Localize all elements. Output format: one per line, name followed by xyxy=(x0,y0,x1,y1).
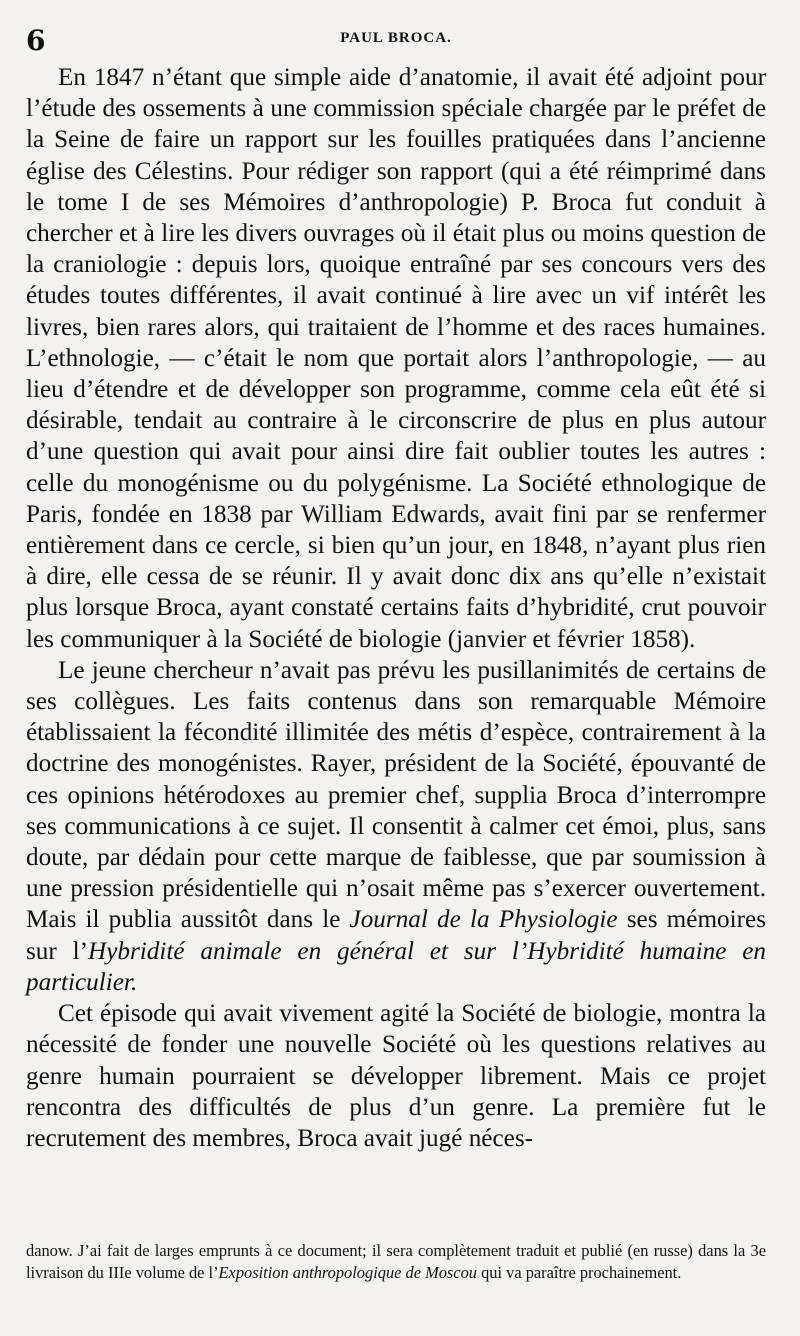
paragraph-text: ses mémoires sur l’ xyxy=(26,906,767,965)
page-number: 6 xyxy=(26,24,46,57)
memoir-title: Hybridité animale en général et sur l’Hybridité humaine en particulier. xyxy=(26,937,767,996)
footnote-separator xyxy=(26,1222,766,1223)
paragraph-text: En 1847 n’étant que simple aide d’anatomie, il avait été adjoint pour l’étude des ossements à une commission spéciale chargée par le préfet de la Seine de faire un rapport sur les fouilles pratiquées dans l’ancienne église des Célestins. Pour rédiger son rapport (qui a été réimprimé dans le tome I de ses Mémoires d’anthropologie) P. Broca fut conduit à chercher et à lire les divers ouvrages où il était plus ou moins question de la craniologie : depuis lors, quoique entraîné par ses concours vers des études toutes différentes, il avait continué à lire avec un vif intérêt les livres, bien rares alors, qui traitaient de l’homme et des races humaines. L’ethnologie, — c’était le nom que portait alors l’anthropologie, — au lieu d’étendre et de développer son programme, comme cela eût été si désirable, tendait au contraire à le circonscrire de plus en plus autour d’une question qui avait pour ainsi dire fait oublier toutes les autres : celle du monogénisme ou du polygénisme. La Société ethnologique de Paris, fondée en 1838 par William Edwards, avait fini par se renfermer entièrement dans ce cercle, si bien qu’un jour, en 1848, n’ayant plus rien à dire, elle cessa de se réunir. Il y avait donc dix ans qu’elle n’existait plus lorsque Broca, ayant constaté certains faits d’hybridité, crut pouvoir les communiquer à la Société de biologie (janvier et février 1858). xyxy=(26,64,766,653)
running-head: PAUL BROCA. xyxy=(340,30,452,46)
footnote xyxy=(26,1240,766,1284)
paragraph-text: Le jeune chercheur n’avait pas prévu les pusillanimités de certains de ses collègues. Les faits contenus dans son remarquable Mémoire établissaient la fécondité illimitée des métis d’espèce, contrairement à la doctrine des monogénistes. Rayer, président de la Société, épouvanté de ces opinions hétérodoxes au premier chef, supplia Broca d’interrompre ses communications à ce sujet. Il consentit à calmer cet émoi, plus, sans doute, par dédain pour cette marque de faiblesse, que par soumission à une pression présidentielle qui n’osait même pas s’exercer ouvertement. Mais il publia aussitôt dans le xyxy=(26,656,766,934)
journal-title: Journal de la Physiologie xyxy=(349,906,618,934)
page-header xyxy=(26,26,766,56)
footnote-text: danow. J’ai fait de larges emprunts à ce document; il sera complètement traduit et publié (en russe) dans la 3e livraison du IIIe volume de l’ xyxy=(26,1241,766,1282)
footnote-text: qui va paraître prochainement. xyxy=(476,1263,682,1282)
body-text xyxy=(26,62,766,1154)
exposition-title: Exposition anthropologique de Moscou xyxy=(218,1263,477,1282)
paragraph xyxy=(26,62,766,655)
paragraph xyxy=(26,998,766,1154)
paragraph-text: Cet épisode qui avait vivement agité la Société de biologie, montra la nécessité de fonder une nouvelle Société où les questions relatives au genre humain pourraient se développer librement. Mais ce projet rencontra des difficultés de plus d’un genre. La première fut le recrutement des membres, Broca avait jugé néces- xyxy=(26,1000,766,1152)
paragraph xyxy=(26,655,766,998)
